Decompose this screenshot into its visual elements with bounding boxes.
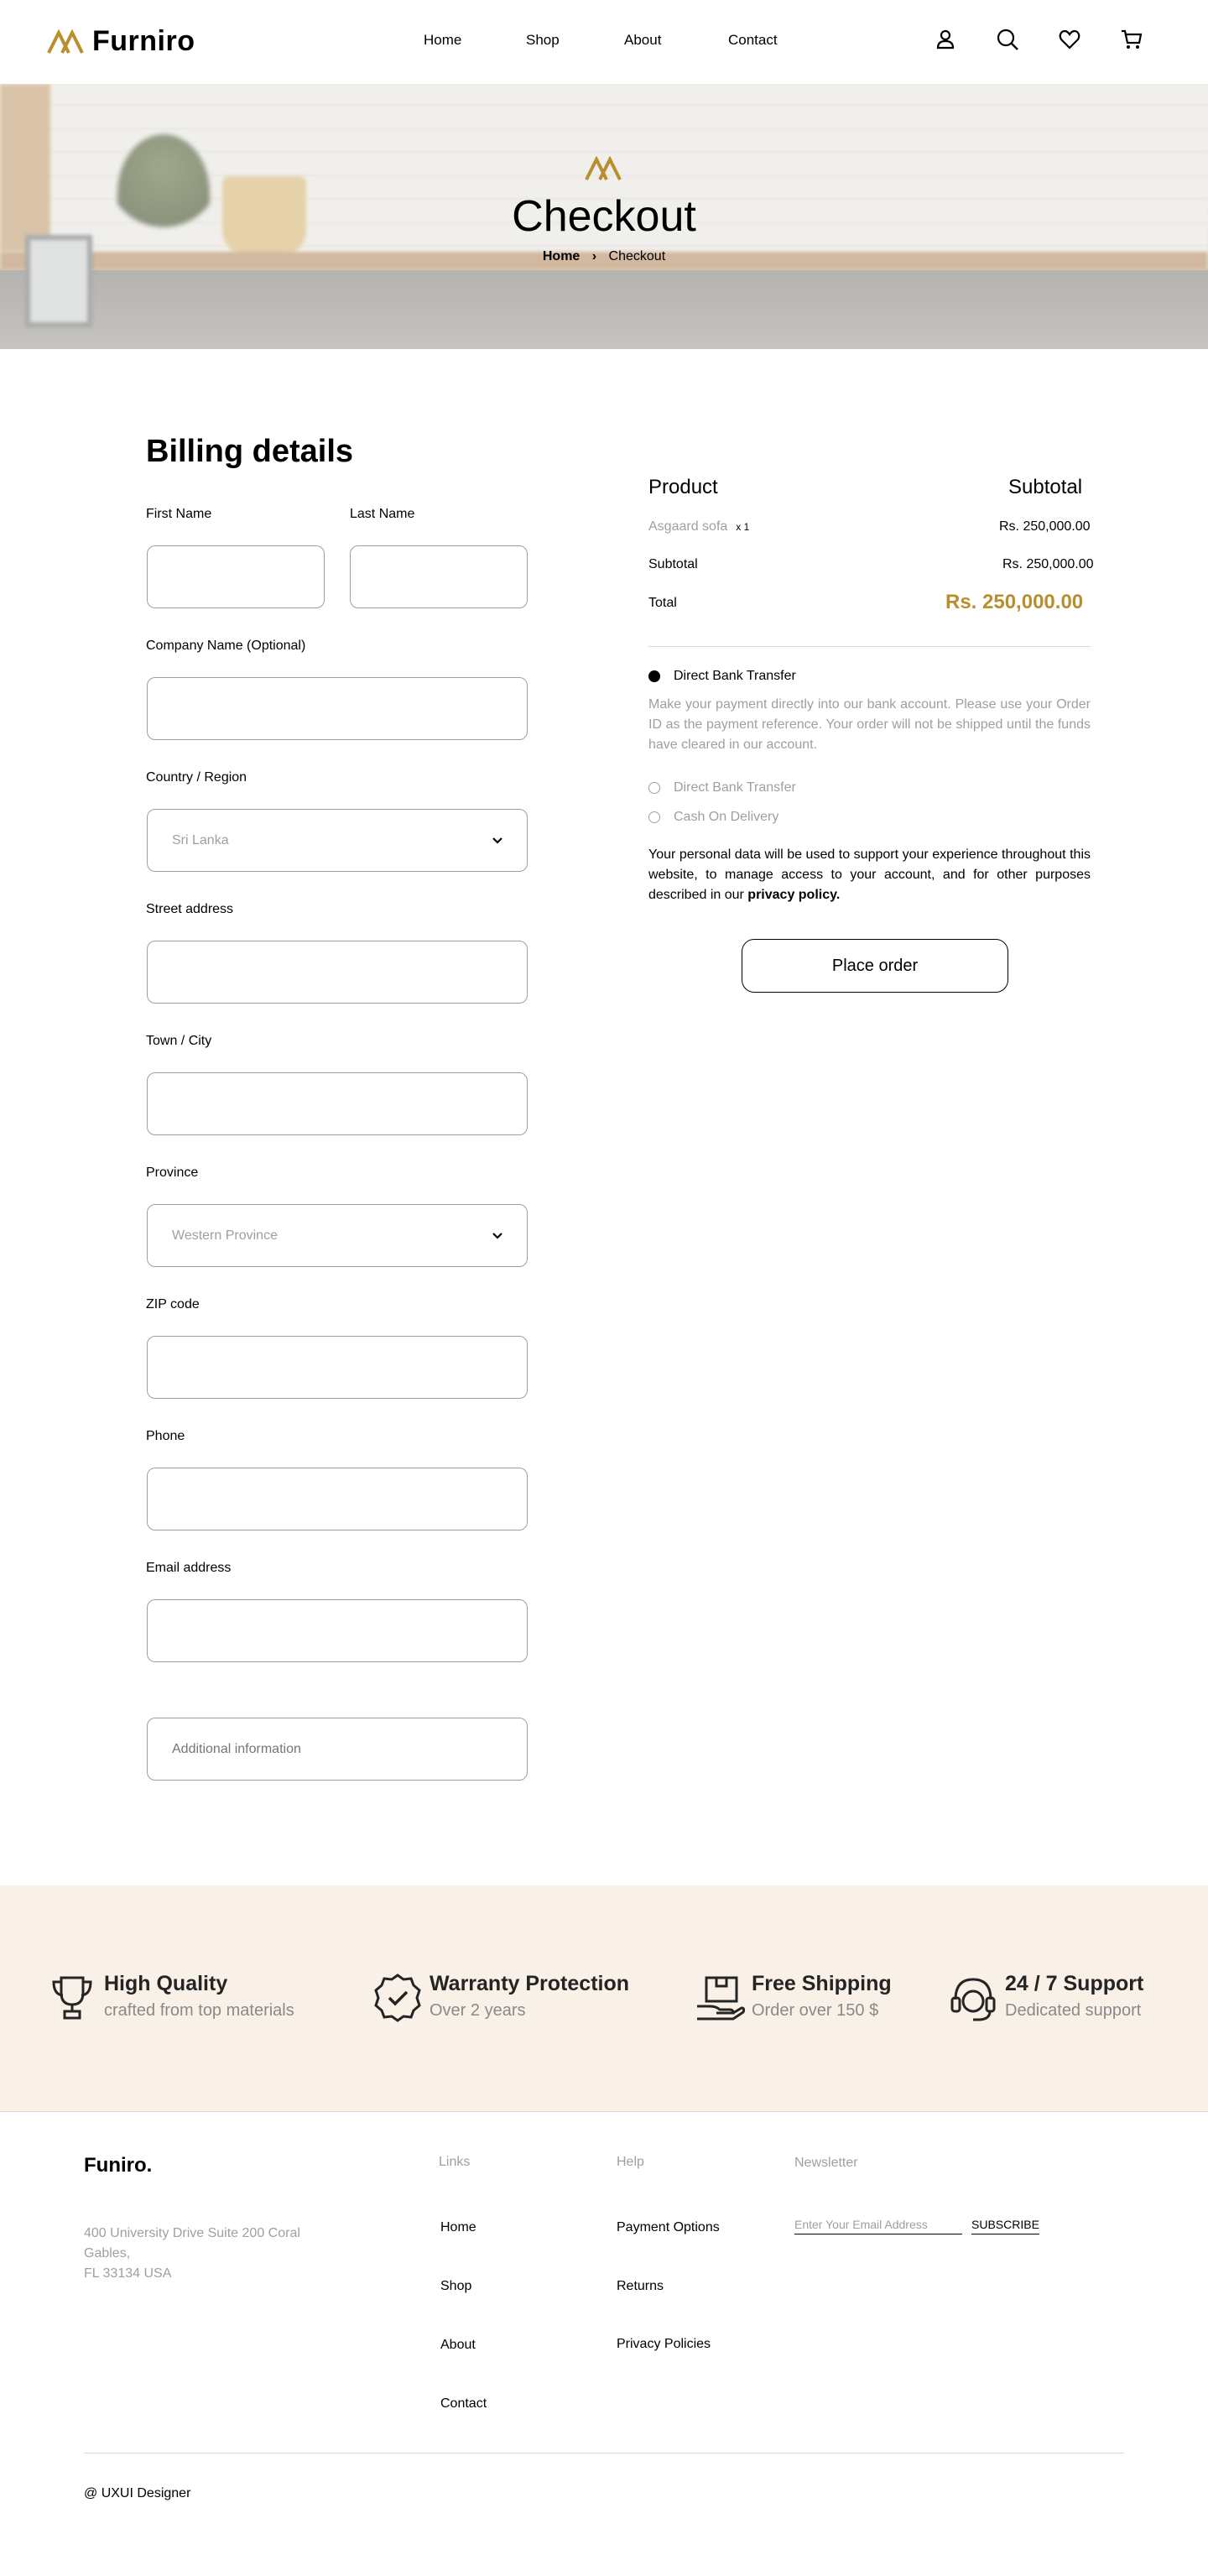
feature-text bbox=[104, 1969, 294, 2023]
newsletter-email-input[interactable]: Enter Your Email Address bbox=[794, 2218, 962, 2234]
street-input[interactable] bbox=[147, 941, 528, 1004]
product-name: Asgaard sofa bbox=[648, 519, 728, 534]
heart-icon[interactable] bbox=[1058, 28, 1081, 51]
chevron-down-icon bbox=[492, 1230, 503, 1242]
trophy-icon bbox=[47, 1973, 97, 2023]
shipping-icon bbox=[695, 1973, 745, 2023]
subtotal-column-header: Subtotal bbox=[1008, 476, 1083, 498]
company-input[interactable] bbox=[147, 677, 528, 740]
feature-title: 24 / 7 Support bbox=[1005, 1972, 1144, 1995]
feature-subtitle: Over 2 years bbox=[430, 2001, 526, 2020]
billing-title: Billing details bbox=[146, 434, 354, 469]
total-value: Rs. 250,000.00 bbox=[945, 591, 1084, 613]
province-value: Western Province bbox=[172, 1228, 278, 1243]
warranty-icon bbox=[372, 1973, 423, 2023]
zip-label: ZIP code bbox=[146, 1297, 200, 1311]
feature-title: Warranty Protection bbox=[430, 1972, 630, 1995]
total-label: Total bbox=[648, 596, 677, 610]
feature-subtitle: Dedicated support bbox=[1005, 2001, 1142, 2020]
breadcrumb-current: Checkout bbox=[608, 249, 666, 263]
payment-selected-label[interactable]: Direct Bank Transfer bbox=[674, 669, 796, 683]
phone-label: Phone bbox=[146, 1429, 185, 1443]
first-name-label: First Name bbox=[146, 507, 212, 521]
footer-newsletter-heading: Newsletter bbox=[794, 2156, 858, 2170]
country-label: Country / Region bbox=[146, 770, 247, 785]
footer-address: 400 University Drive Suite 200 Coral Gables, FL 33134 USA bbox=[84, 2226, 300, 2281]
cart-icon[interactable] bbox=[1120, 28, 1143, 51]
site-header bbox=[0, 0, 1208, 84]
features-band bbox=[0, 1885, 1208, 2112]
privacy-notice-text: Your personal data will be used to support your experience throughout this website, to manage access to your account, and for other purposes described in our bbox=[648, 847, 1091, 902]
footer-link-contact[interactable]: Contact bbox=[440, 2396, 487, 2411]
feature-subtitle: Order over 150 $ bbox=[752, 2001, 879, 2020]
search-icon[interactable] bbox=[996, 28, 1019, 51]
province-label: Province bbox=[146, 1165, 199, 1180]
street-label: Street address bbox=[146, 902, 234, 916]
product-subtotal: Rs. 250,000.00 bbox=[999, 519, 1091, 534]
payment-option-direct-bank[interactable]: Direct Bank Transfer bbox=[674, 780, 796, 795]
chevron-right-icon: › bbox=[591, 249, 597, 263]
email-label: Email address bbox=[146, 1561, 232, 1575]
town-input[interactable] bbox=[147, 1072, 528, 1135]
copyright: @ UXUI Designer bbox=[84, 2486, 191, 2500]
feature-text bbox=[1005, 1969, 1143, 2023]
nav-shop[interactable]: Shop bbox=[526, 32, 560, 48]
feature-warranty bbox=[372, 1969, 629, 2023]
footer-link-about[interactable]: About bbox=[440, 2338, 476, 2352]
feature-high-quality bbox=[47, 1969, 294, 2023]
subtotal-label: Subtotal bbox=[648, 557, 698, 571]
brand-logo[interactable] bbox=[47, 25, 195, 58]
footer-link-shop[interactable]: Shop bbox=[440, 2279, 472, 2293]
summary-divider bbox=[648, 646, 1091, 647]
page-title: Checkout bbox=[512, 192, 696, 241]
place-order-button[interactable]: Place order bbox=[742, 939, 1008, 993]
main-nav bbox=[424, 32, 778, 49]
product-column-header: Product bbox=[648, 476, 718, 498]
footer-brand: Funiro. bbox=[84, 2154, 153, 2177]
feature-subtitle: crafted from top materials bbox=[104, 2001, 294, 2020]
product-qty: x 1 bbox=[736, 521, 750, 533]
feature-text bbox=[430, 1969, 629, 2023]
header-actions bbox=[934, 28, 1143, 51]
feature-title: High Quality bbox=[104, 1972, 228, 1995]
email-input[interactable] bbox=[147, 1599, 528, 1662]
radio-direct-bank[interactable] bbox=[648, 782, 660, 794]
country-value: Sri Lanka bbox=[172, 832, 229, 847]
subtotal-value: Rs. 250,000.00 bbox=[1002, 557, 1094, 571]
footer-link-returns[interactable]: Returns bbox=[617, 2279, 664, 2293]
zip-input[interactable] bbox=[147, 1336, 528, 1399]
town-label: Town / City bbox=[146, 1034, 212, 1048]
footer-links-heading: Links bbox=[439, 2155, 471, 2169]
footer-divider-top bbox=[0, 2111, 1208, 2112]
privacy-notice bbox=[648, 845, 1091, 905]
nav-contact[interactable]: Contact bbox=[728, 32, 778, 48]
privacy-policy-link[interactable]: privacy policy. bbox=[747, 888, 841, 902]
nav-home[interactable]: Home bbox=[424, 32, 462, 48]
phone-input[interactable] bbox=[147, 1468, 528, 1530]
first-name-input[interactable] bbox=[147, 545, 325, 608]
account-icon[interactable] bbox=[934, 28, 957, 51]
brand-name: Furniro bbox=[92, 25, 195, 57]
footer-link-privacy-policies[interactable]: Privacy Policies bbox=[617, 2337, 711, 2351]
footer-link-home[interactable]: Home bbox=[440, 2220, 476, 2234]
breadcrumb bbox=[0, 249, 1208, 264]
payment-description: Make your payment directly into our bank account. Please use your Order ID as the payment reference. Your order will not be shipped until the funds have cleared in our account. bbox=[648, 697, 1091, 752]
feature-title: Free Shipping bbox=[752, 1972, 892, 1995]
feature-free-shipping bbox=[695, 1969, 892, 2023]
footer-link-payment-options[interactable]: Payment Options bbox=[617, 2220, 720, 2234]
order-product-row bbox=[648, 519, 749, 534]
hero-logo-icon bbox=[584, 156, 624, 181]
nav-about[interactable]: About bbox=[624, 32, 662, 48]
chevron-down-icon bbox=[492, 835, 503, 847]
payment-option-cod[interactable]: Cash On Delivery bbox=[674, 810, 779, 824]
subscribe-button[interactable]: SUBSCRIBE bbox=[971, 2218, 1039, 2234]
breadcrumb-home[interactable]: Home bbox=[542, 249, 581, 263]
radio-direct-bank-selected[interactable] bbox=[648, 670, 660, 682]
last-name-label: Last Name bbox=[350, 507, 415, 521]
radio-cash-on-delivery[interactable] bbox=[648, 811, 660, 823]
feature-support bbox=[948, 1969, 1143, 2023]
additional-info-input[interactable] bbox=[147, 1718, 528, 1781]
footer-help-heading: Help bbox=[617, 2155, 644, 2169]
furniro-logo-icon bbox=[47, 29, 86, 55]
company-label: Company Name (Optional) bbox=[146, 639, 306, 653]
last-name-input[interactable] bbox=[350, 545, 528, 608]
country-select[interactable] bbox=[147, 809, 528, 872]
support-icon bbox=[948, 1973, 998, 2023]
province-select[interactable] bbox=[147, 1204, 528, 1267]
feature-text bbox=[752, 1969, 892, 2023]
